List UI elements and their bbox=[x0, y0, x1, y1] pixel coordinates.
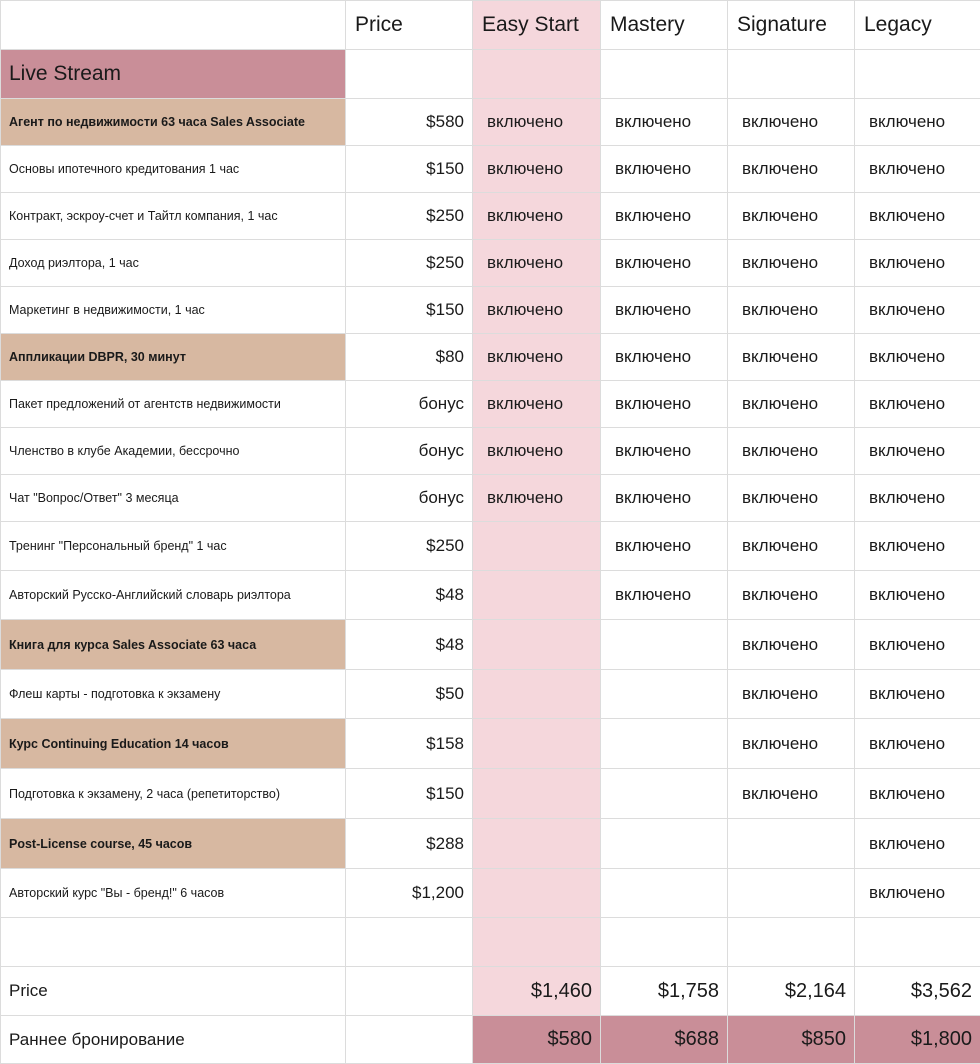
included-cell: включено bbox=[601, 522, 728, 571]
row-name: Агент по недвижимости 63 часа Sales Associate bbox=[1, 99, 346, 146]
included-cell: включено bbox=[855, 522, 980, 571]
section-row bbox=[1, 50, 980, 99]
early-amount: $688 bbox=[601, 1016, 728, 1064]
included-cell: включено bbox=[601, 381, 728, 428]
row-name: Post-License course, 45 часов bbox=[1, 819, 346, 869]
section-title: Live Stream bbox=[1, 50, 346, 99]
included-cell: включено bbox=[473, 475, 601, 522]
table-row bbox=[1, 522, 980, 571]
included-cell: включено bbox=[728, 381, 855, 428]
row-price: $80 bbox=[346, 334, 473, 381]
included-cell: включено bbox=[601, 428, 728, 475]
row-name: Контракт, эскроу-счет и Тайтл компания, 1 час bbox=[1, 193, 346, 240]
included-cell bbox=[473, 670, 601, 719]
header-blank bbox=[1, 1, 346, 50]
row-name: Авторский курс "Вы - бренд!" 6 часов bbox=[1, 869, 346, 918]
included-cell: включено bbox=[855, 769, 980, 819]
included-cell: включено bbox=[473, 334, 601, 381]
row-name: Членство в клубе Академии, бессрочно bbox=[1, 428, 346, 475]
row-name: Флеш карты - подготовка к экзамену bbox=[1, 670, 346, 719]
row-price: $250 bbox=[346, 522, 473, 571]
early-blank bbox=[346, 1016, 473, 1064]
row-price: $250 bbox=[346, 193, 473, 240]
included-cell: включено bbox=[728, 522, 855, 571]
spacer-cell bbox=[346, 918, 473, 967]
included-cell: включено bbox=[728, 428, 855, 475]
included-cell: включено bbox=[473, 193, 601, 240]
included-cell: включено bbox=[601, 146, 728, 193]
table-row bbox=[1, 571, 980, 620]
row-name: Курс Continuing Education 14 часов bbox=[1, 719, 346, 769]
row-name: Тренинг "Персональный бренд" 1 час bbox=[1, 522, 346, 571]
total-label: Price bbox=[1, 967, 346, 1016]
included-cell: включено bbox=[855, 240, 980, 287]
section-blank bbox=[601, 50, 728, 99]
early-booking-row bbox=[1, 1016, 980, 1064]
included-cell: включено bbox=[728, 571, 855, 620]
included-cell: включено bbox=[601, 287, 728, 334]
total-amount: $1,758 bbox=[601, 967, 728, 1016]
header-row bbox=[1, 1, 980, 50]
table-row bbox=[1, 769, 980, 819]
included-cell bbox=[601, 620, 728, 670]
row-name: Основы ипотечного кредитования 1 час bbox=[1, 146, 346, 193]
spacer-cell bbox=[473, 918, 601, 967]
included-cell: включено bbox=[728, 769, 855, 819]
included-cell: включено bbox=[601, 475, 728, 522]
row-price: $150 bbox=[346, 146, 473, 193]
included-cell: включено bbox=[728, 99, 855, 146]
included-cell: включено bbox=[728, 240, 855, 287]
row-price: $150 bbox=[346, 769, 473, 819]
row-price: $158 bbox=[346, 719, 473, 769]
section-blank bbox=[728, 50, 855, 99]
spacer-cell bbox=[1, 918, 346, 967]
included-cell: включено bbox=[855, 146, 980, 193]
spacer-cell bbox=[855, 918, 980, 967]
table-row bbox=[1, 475, 980, 522]
included-cell: включено bbox=[855, 620, 980, 670]
included-cell: включено bbox=[473, 287, 601, 334]
table-row bbox=[1, 428, 980, 475]
included-cell: включено bbox=[473, 146, 601, 193]
row-price: $48 bbox=[346, 620, 473, 670]
early-label: Раннее бронирование bbox=[1, 1016, 346, 1064]
included-cell: включено bbox=[473, 240, 601, 287]
row-name: Авторский Русско-Английский словарь риэлтора bbox=[1, 571, 346, 620]
header-mastery: Mastery bbox=[601, 1, 728, 50]
header-price: Price bbox=[346, 1, 473, 50]
table-row bbox=[1, 620, 980, 670]
included-cell: включено bbox=[728, 287, 855, 334]
included-cell bbox=[473, 769, 601, 819]
included-cell: включено bbox=[855, 334, 980, 381]
total-price-row bbox=[1, 967, 980, 1016]
included-cell: включено bbox=[728, 193, 855, 240]
row-price: $580 bbox=[346, 99, 473, 146]
included-cell: включено bbox=[728, 620, 855, 670]
table-row bbox=[1, 240, 980, 287]
included-cell bbox=[728, 819, 855, 869]
included-cell: включено bbox=[855, 99, 980, 146]
included-cell: включено bbox=[855, 287, 980, 334]
row-name: Книга для курса Sales Associate 63 часа bbox=[1, 620, 346, 670]
included-cell bbox=[473, 571, 601, 620]
included-cell bbox=[601, 819, 728, 869]
included-cell bbox=[601, 769, 728, 819]
header-legacy: Legacy bbox=[855, 1, 980, 50]
row-price: $1,200 bbox=[346, 869, 473, 918]
row-name: Доход риэлтора, 1 час bbox=[1, 240, 346, 287]
row-price: $48 bbox=[346, 571, 473, 620]
total-amount: $2,164 bbox=[728, 967, 855, 1016]
total-amount: $3,562 bbox=[855, 967, 980, 1016]
section-blank-easy bbox=[473, 50, 601, 99]
included-cell: включено bbox=[601, 334, 728, 381]
included-cell: включено bbox=[855, 571, 980, 620]
row-price: $150 bbox=[346, 287, 473, 334]
spacer-cell bbox=[728, 918, 855, 967]
section-blank bbox=[855, 50, 980, 99]
included-cell: включено bbox=[855, 670, 980, 719]
table-row bbox=[1, 819, 980, 869]
included-cell bbox=[728, 869, 855, 918]
table-row bbox=[1, 287, 980, 334]
table-row bbox=[1, 193, 980, 240]
row-name: Пакет предложений от агентств недвижимости bbox=[1, 381, 346, 428]
included-cell: включено bbox=[855, 193, 980, 240]
included-cell bbox=[601, 670, 728, 719]
table-row bbox=[1, 670, 980, 719]
table-row bbox=[1, 146, 980, 193]
row-price: $288 bbox=[346, 819, 473, 869]
included-cell: включено bbox=[728, 719, 855, 769]
included-cell bbox=[473, 819, 601, 869]
header-signature: Signature bbox=[728, 1, 855, 50]
total-amount: $1,460 bbox=[473, 967, 601, 1016]
row-name: Аппликации DBPR, 30 минут bbox=[1, 334, 346, 381]
table-row bbox=[1, 719, 980, 769]
included-cell: включено bbox=[601, 571, 728, 620]
included-cell: включено bbox=[601, 240, 728, 287]
included-cell bbox=[473, 620, 601, 670]
included-cell: включено bbox=[855, 428, 980, 475]
row-name: Подготовка к экзамену, 2 часа (репетиторство) bbox=[1, 769, 346, 819]
included-cell: включено bbox=[728, 670, 855, 719]
included-cell bbox=[473, 869, 601, 918]
row-price: $250 bbox=[346, 240, 473, 287]
included-cell: включено bbox=[473, 381, 601, 428]
early-amount: $1,800 bbox=[855, 1016, 980, 1064]
included-cell: включено bbox=[855, 819, 980, 869]
early-amount: $580 bbox=[473, 1016, 601, 1064]
spacer-row bbox=[1, 918, 980, 967]
row-name: Маркетинг в недвижимости, 1 час bbox=[1, 287, 346, 334]
row-price: $50 bbox=[346, 670, 473, 719]
included-cell: включено bbox=[473, 99, 601, 146]
included-cell: включено bbox=[855, 719, 980, 769]
spacer-cell bbox=[601, 918, 728, 967]
early-amount: $850 bbox=[728, 1016, 855, 1064]
row-name: Чат "Вопрос/Ответ" 3 месяца bbox=[1, 475, 346, 522]
included-cell bbox=[473, 522, 601, 571]
table-row bbox=[1, 869, 980, 918]
included-cell: включено bbox=[855, 381, 980, 428]
included-cell: включено bbox=[728, 334, 855, 381]
table-row bbox=[1, 381, 980, 428]
included-cell: включено bbox=[728, 146, 855, 193]
included-cell: включено bbox=[855, 475, 980, 522]
included-cell: включено bbox=[855, 869, 980, 918]
section-blank-price bbox=[346, 50, 473, 99]
header-easy-start: Easy Start bbox=[473, 1, 601, 50]
included-cell bbox=[601, 719, 728, 769]
included-cell bbox=[473, 719, 601, 769]
row-price: бонус bbox=[346, 475, 473, 522]
table-row bbox=[1, 334, 980, 381]
row-price: бонус bbox=[346, 381, 473, 428]
included-cell: включено bbox=[473, 428, 601, 475]
included-cell: включено bbox=[728, 475, 855, 522]
table-row bbox=[1, 99, 980, 146]
included-cell: включено bbox=[601, 99, 728, 146]
included-cell bbox=[601, 869, 728, 918]
row-price: бонус bbox=[346, 428, 473, 475]
total-blank bbox=[346, 967, 473, 1016]
included-cell: включено bbox=[601, 193, 728, 240]
